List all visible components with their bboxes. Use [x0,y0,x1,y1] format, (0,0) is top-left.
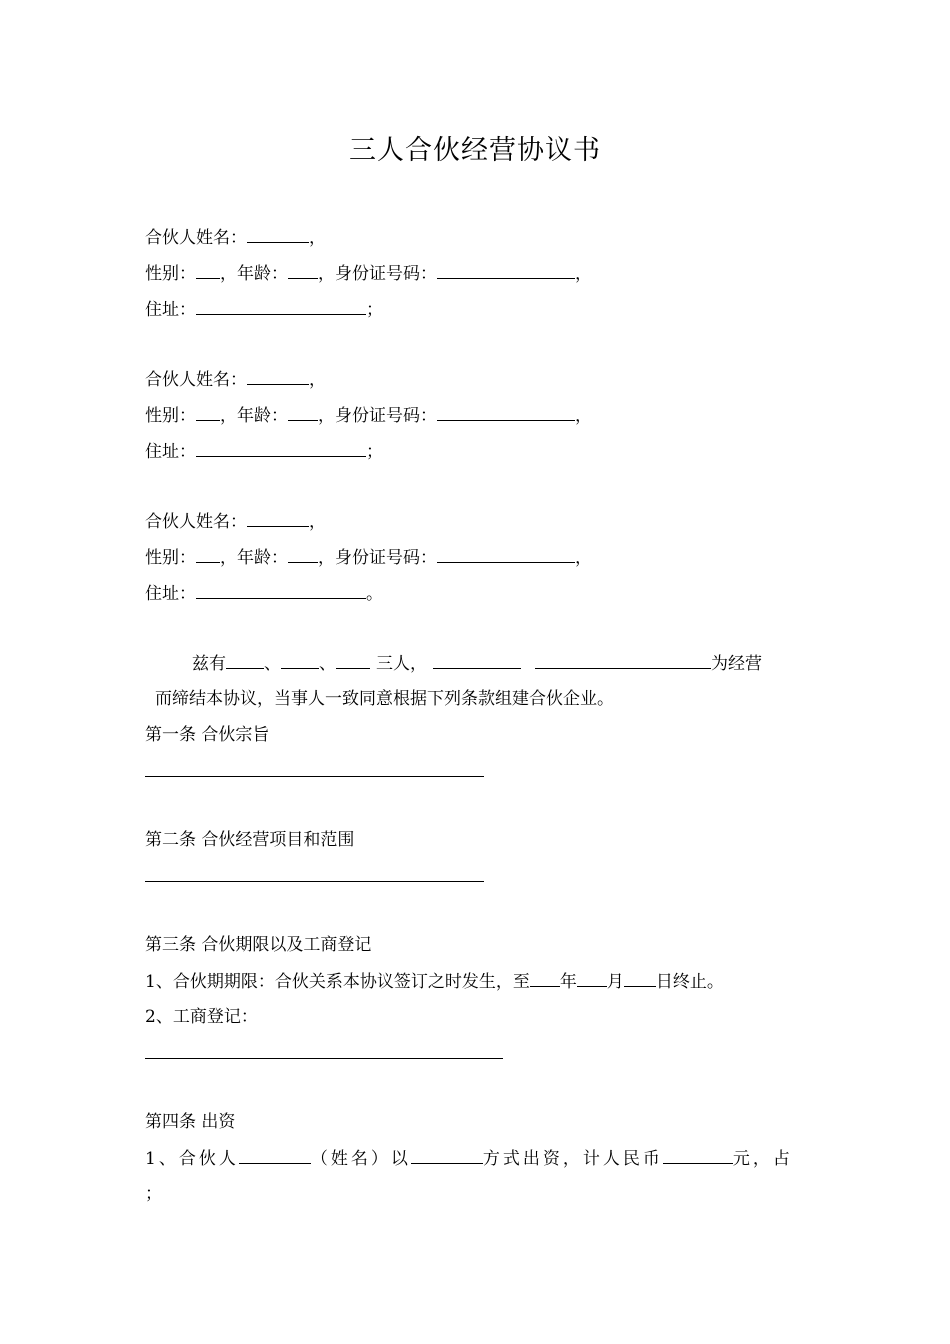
party-2-blank[interactable] [281,652,319,669]
address-label: 住址： [145,300,196,320]
id-blank[interactable] [437,262,575,279]
name-blank[interactable] [247,226,309,243]
id-blank[interactable] [437,546,575,563]
article-4-heading: 第四条 出资 [145,1112,236,1132]
age-label: ，年龄： [220,406,288,426]
end-year-blank[interactable] [530,970,560,987]
intro-line-1: 兹有 、 、 三人， 为经营 [192,654,762,674]
article-1-blank-line[interactable] [145,776,484,777]
purpose-blank-1[interactable] [433,652,521,669]
address-blank[interactable] [196,582,366,599]
age-blank[interactable] [288,546,318,563]
gender-blank[interactable] [196,404,220,421]
partner-3-name-line: 合伙人姓名： ， [145,512,326,532]
age-label: ，年龄： [220,264,288,284]
article-3-heading: 第三条 合伙期限以及工商登记 [145,935,372,955]
article-1-heading: 第一条 合伙宗旨 [145,725,270,745]
gender-blank[interactable] [196,546,220,563]
document-title: 三人合伙经营协议书 [349,135,601,166]
id-blank[interactable] [437,404,575,421]
address-blank[interactable] [196,298,366,315]
article-3-item-2: 2、工商登记： [145,1007,258,1027]
party-3-blank[interactable] [336,652,370,669]
partner-1-address-line: 住址： ； [145,300,383,320]
gender-blank[interactable] [196,262,220,279]
name-blank[interactable] [247,368,309,385]
article-4-item-1: 1、合伙人 （姓名）以 方式出资，计人民币 元，占 [145,1149,793,1169]
article-4-tail: ； [145,1184,162,1204]
name-blank[interactable] [247,510,309,527]
article-3-item-1: 1、合伙期期限：合伙关系本协议签订之时发生，至 年 月 日终止。 [145,972,724,992]
name-label: 合伙人姓名： [145,228,247,248]
id-label: ，身份证号码： [318,548,437,568]
article-2-heading: 第二条 合伙经营项目和范围 [145,830,355,850]
purpose-blank-2[interactable] [535,652,711,669]
partner-3-address-line: 住址： 。 [145,584,383,604]
id-label: ，身份证号码： [318,406,437,426]
article-2-blank-line[interactable] [145,881,484,882]
article-3-blank-line[interactable] [145,1058,503,1059]
intro-line-2: 而缔结本协议，当事人一致同意根据下列条款组建合伙企业。 [155,689,614,709]
contribution-method-blank[interactable] [411,1147,483,1164]
address-blank[interactable] [196,440,366,457]
age-label: ，年龄： [220,548,288,568]
party-1-blank[interactable] [226,652,264,669]
partner-2-address-line: 住址： ； [145,442,383,462]
id-label: ，身份证号码： [318,264,437,284]
intro-start: 兹有 [192,654,226,674]
gender-label: 性别： [145,264,196,284]
partner-1-name-line: 合伙人姓名： ， [145,228,326,248]
name-label: 合伙人姓名： [145,370,247,390]
address-label: 住址： [145,442,196,462]
gender-label: 性别： [145,406,196,426]
contribution-amount-blank[interactable] [663,1147,733,1164]
contributor-name-blank[interactable] [239,1147,311,1164]
end-day-blank[interactable] [624,970,656,987]
gender-label: 性别： [145,548,196,568]
age-blank[interactable] [288,262,318,279]
partner-2-info-line: 性别： ，年龄： ，身份证号码： ， [145,406,592,426]
partner-2-name-line: 合伙人姓名： ， [145,370,326,390]
partner-1-info-line: 性别： ，年龄： ，身份证号码： ， [145,264,592,284]
end-month-blank[interactable] [577,970,607,987]
partner-3-info-line: 性别： ，年龄： ，身份证号码： ， [145,548,592,568]
name-label: 合伙人姓名： [145,512,247,532]
address-label: 住址： [145,584,196,604]
age-blank[interactable] [288,404,318,421]
